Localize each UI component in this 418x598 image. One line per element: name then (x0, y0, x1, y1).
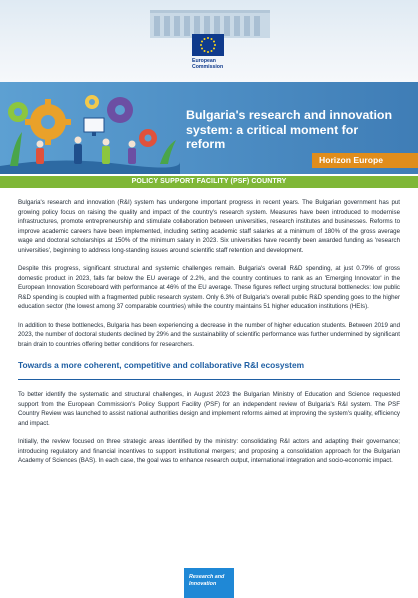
research-innovation-badge (184, 568, 234, 598)
organization-name-line1: European (192, 58, 216, 64)
european-commission-logo (192, 34, 256, 80)
section-paragraph-2: Initially, the review focused on three strategic areas identified by the ministry: consolidating R&I actors and adapting their governance; introducing regulatory and financial incentives to support institutional mergers; and proposing a consolidation approach for the Bulgarian Academy of Sciences (BAS). In each case, the goal was to enhance research output, international integration and socio-economic impact. (18, 438, 400, 464)
program-tag: Horizon Europe (312, 153, 418, 168)
section-paragraph-1: To better identify the systematic and structural challenges, in August 2023 the Bulgarian Ministry of Education and Science requested support from the European Commission's Policy Support Facility (PSF) for an independent review of Bulgaria's R&I system. The PSF Country Review was launched to assist national authorities design and implement reforms aimed at improving the system's quality, efficiency and impact. (18, 391, 400, 427)
eu-flag-icon (192, 34, 224, 56)
organization-name (192, 58, 252, 70)
badge-line1: Research and (189, 574, 225, 580)
berlaymont-building-illustration (150, 4, 270, 38)
research-gears-illustration (0, 82, 180, 174)
facility-bar: POLICY SUPPORT FACILITY (PSF) COUNTRY (0, 176, 418, 188)
organization-name-line2: Commission (192, 64, 224, 71)
section-heading: Towards a more coherent, competitive and collaborative R&I ecosystem (18, 360, 305, 370)
badge-line2: Innovation (189, 580, 217, 587)
main-content (18, 198, 400, 475)
body-paragraph-2: Despite this progress, significant structural and systemic challenges remain. Bulgaria's overall R&D spending, at just 0.79% of gross domestic product in 2023, falls far below the EU average of 2.2%, and the country continues to rank as an 'Emerging Innovator' in the European Innovation Scoreboard with performance at 46% of the EU average. These figures reflect urging structural bottlenecks: low public R&D spending is coupled with a fragmented public research system. Only 6.3% of Bulgaria's overall public R&D spending goes to the higher education sector (the lowest among 37 comparable countries) while the country maintains 51 higher education institutions (HEIs). (18, 265, 400, 310)
gear-icon (25, 99, 71, 145)
hero-title: Bulgaria's research and innovation system: a critical moment for reform (186, 108, 393, 151)
body-paragraph-1: Bulgaria's research and innovation (R&I) system has undergone important progress in recent years. The Bulgarian government has put growing policy focus on raising the quality and impact of the country's research system. Measures have been introduced to modernise infrastructures, promote entrepreneurship and stimulate collaboration between universities, research institutes and businesses. Reforms to improve academic careers have been implemented, including setting academic staff salaries at a minimum of 180% of the gross average wage and doctoral scholarships at 150% of the minimum salary in 2023. Six universities have recently been awarded funding as 'research universities', beginning to address long-standing issues around scientific staff retention and development. (18, 199, 400, 254)
header-band (0, 0, 418, 82)
body-paragraph-3: In addition to these bottlenecks, Bulgaria has been experiencing a decrease in the number of higher education students. Between 2019 and 2023, the number of doctoral students declined by 29% and the sustainability of scientific performance was further undermined by significant brain drain to countries offering better conditions for researchers. (18, 321, 400, 348)
section-divider (18, 379, 400, 380)
